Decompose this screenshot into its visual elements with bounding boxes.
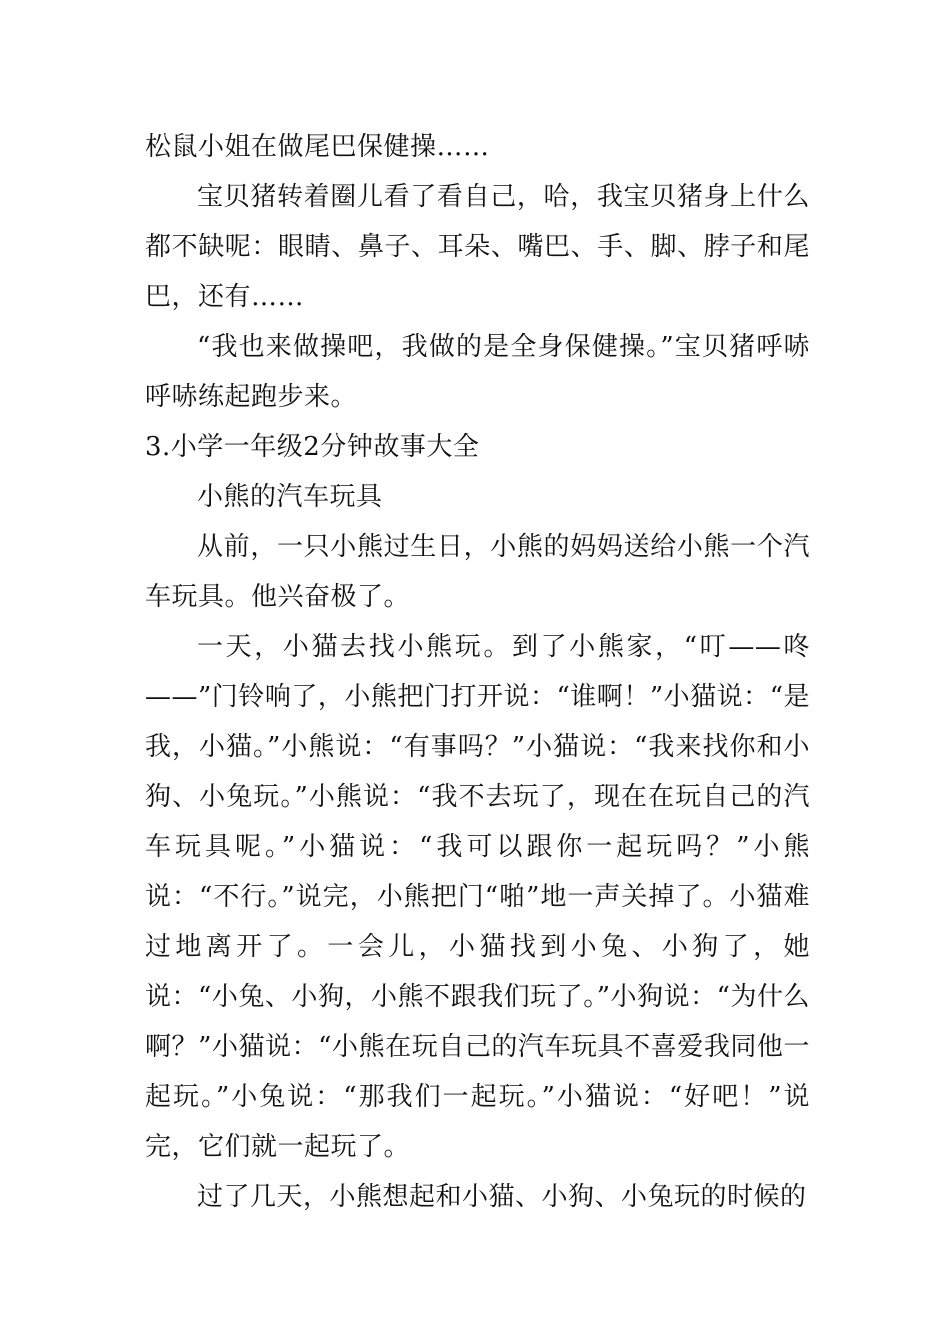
paragraph-5: 一天，小猫去找小熊玩。到了小熊家，“叮——咚——”门铃响了，小熊把门打开说：“谁啊！”小猫说：“是我，小猫。”小熊说：“有事吗？”小猫说：“我来找你和小狗、小兔玩。”小熊说：“我不去玩了，现在在玩自己的汽车玩具呢。”小猫说：“我可以跟你一起玩吗？”小熊说：“不行。”说完，小熊把门“啪”地一声关掉了。小猫难过地离开了。一会儿，小猫找到小兔、小狗了，她说：“小兔、小狗，小熊不跟我们玩了。”小狗说：“为什么啊？”小猫说：“小熊在玩自己的汽车玩具不喜爱我同他一起玩。”小兔说：“那我们一起玩。”小猫说：“好吧！”说完，它们就一起玩了。 (145, 632, 810, 1162)
paragraph-2: 宝贝猪转着圈儿看了看自己，哈，我宝贝猪身上什么都不缺呢：眼睛、鼻子、耳朵、嘴巴、手、脚、脖子和尾巴，还有…… (145, 182, 810, 312)
story-title: 小熊的汽车玩具 (197, 482, 383, 512)
document-body (145, 122, 810, 1222)
paragraph-6: 过了几天，小熊想起和小猫、小狗、小兔玩的时候的 (197, 1182, 807, 1212)
paragraph-3: “我也来做操吧，我做的是全身保健操。”宝贝猪呼哧呼哧练起跑步来。 (145, 332, 810, 412)
paragraph-4: 从前，一只小熊过生日，小熊的妈妈送给小熊一个汽车玩具。他兴奋极了。 (145, 532, 810, 612)
section-heading: 3.小学一年级2分钟故事大全 (145, 432, 480, 462)
paragraph-1: 松鼠小姐在做尾巴保健操…… (145, 132, 490, 162)
